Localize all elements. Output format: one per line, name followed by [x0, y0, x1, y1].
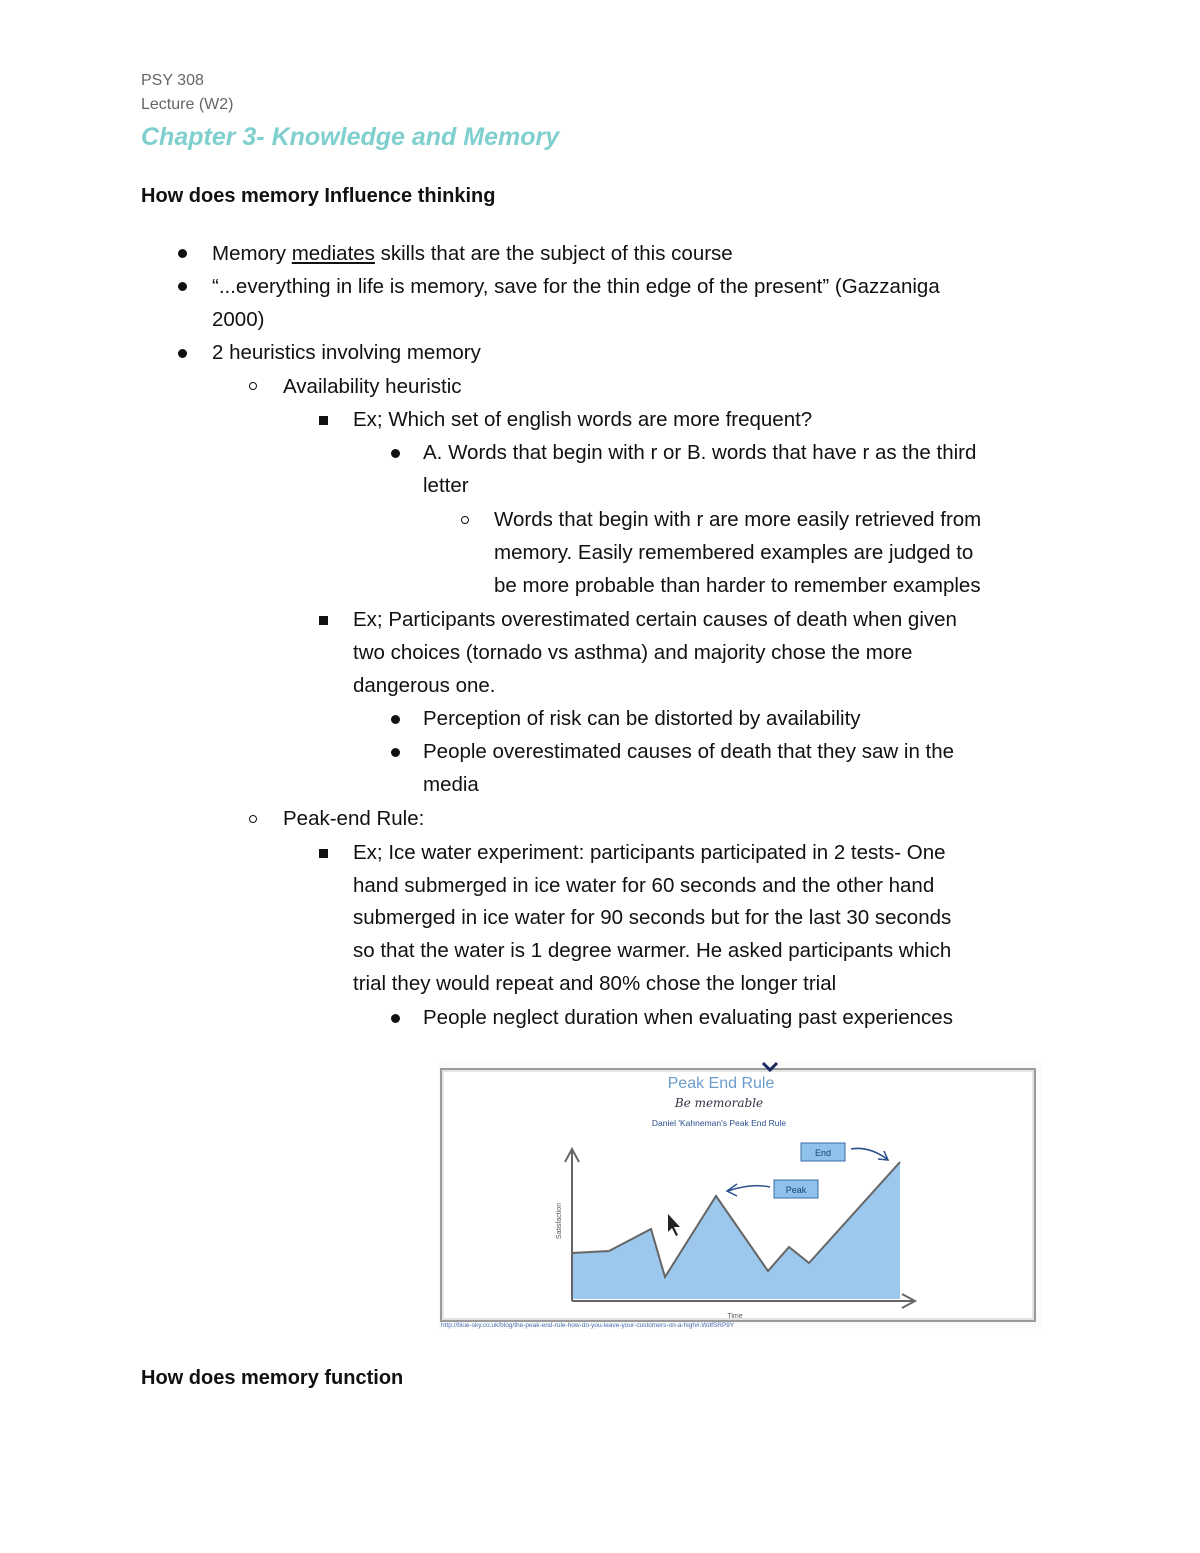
- bullet-square: [319, 416, 328, 425]
- figure-title: Peak End Rule: [667, 1075, 775, 1092]
- bullet-circle: [461, 516, 469, 524]
- list-item-continuation: submerged in ice water for 90 seconds but for the last 30 seconds: [353, 906, 952, 929]
- bullet-dot: [178, 282, 187, 291]
- list-item-continuation: 2000): [212, 308, 265, 331]
- list-item-continuation: so that the water is 1 degree warmer. He asked participants which: [353, 939, 952, 962]
- list-item: Ex; Which set of english words are more frequent?: [353, 408, 813, 431]
- list-item: People neglect duration when evaluating past experiences: [423, 1006, 953, 1029]
- y-axis-label: Satisfaction: [556, 1202, 563, 1240]
- bullet-dot: [391, 715, 400, 724]
- peak-end-rule-figure: [437, 1061, 1042, 1329]
- lecture-label: Lecture (W2): [141, 96, 234, 113]
- list-item-text: skills that are the subject of this course: [374, 242, 733, 265]
- chapter-title: Chapter 3- Knowledge and Memory: [141, 123, 560, 151]
- bullet-square: [319, 849, 328, 858]
- list-item: 2 heuristics involving memory: [212, 341, 481, 364]
- figure-caption: Daniel 'Kahneman's Peak End Rule: [651, 1118, 787, 1128]
- list-item: Perception of risk can be distorted by availability: [423, 707, 861, 730]
- end-label: End: [814, 1148, 832, 1158]
- list-item-continuation: two choices (tornado vs asthma) and majority chose the more: [353, 641, 913, 664]
- list-item-continuation: letter: [423, 474, 469, 497]
- bullet-circle: [249, 815, 257, 823]
- list-item-continuation: be more probable than harder to remember examples: [494, 574, 981, 597]
- list-item-continuation: memory. Easily remembered examples are judged to: [494, 541, 974, 564]
- bullet-square: [319, 616, 328, 625]
- bullet-dot: [391, 1014, 400, 1023]
- list-item-continuation: dangerous one.: [353, 674, 496, 697]
- list-item: “...everything in life is memory, save for the thin edge of the present” (Gazzaniga: [212, 275, 940, 298]
- list-item: Words that begin with r are more easily retrieved from: [494, 508, 982, 531]
- bullet-dot: [178, 249, 187, 258]
- list-item-continuation: trial they would repeat and 80% chose the longer trial: [353, 972, 837, 995]
- bullet-dot: [178, 349, 187, 358]
- figure-source-url: http://blue-sky.co.uk/blog/the-peak-end-rule-how-do-you-leave-your-customers-on-a-high#.WdfSRP9Y: [441, 1322, 735, 1329]
- list-item: Availability heuristic: [283, 375, 462, 398]
- list-item: A. Words that begin with r or B. words that have r as the third: [423, 441, 977, 464]
- list-item: Peak-end Rule:: [283, 807, 425, 830]
- list-item: Ex; Participants overestimated certain causes of death when given: [353, 608, 957, 631]
- underlined-term: mediates: [291, 242, 375, 265]
- peak-label: Peak: [785, 1185, 807, 1195]
- peak-end-rule-illustration: [437, 1061, 1042, 1329]
- course-code: PSY 308: [141, 72, 204, 89]
- list-item: Ex; Ice water experiment: participants participated in 2 tests- One: [353, 841, 946, 864]
- bullet-dot: [391, 449, 400, 458]
- list-item-continuation: hand submerged in ice water for 60 seconds and the other hand: [353, 874, 935, 897]
- list-item: People overestimated causes of death that they saw in the: [423, 740, 955, 763]
- list-item-text: Memory: [212, 242, 292, 265]
- x-axis-label: Time: [727, 1313, 743, 1320]
- section-heading-function: How does memory function: [141, 1367, 404, 1389]
- bullet-dot: [391, 748, 400, 757]
- list-item-continuation: media: [423, 773, 479, 796]
- list-item: [212, 237, 733, 270]
- figure-subtitle: Be memorable: [674, 1096, 764, 1110]
- bullet-circle: [249, 382, 257, 390]
- section-heading-influence: How does memory Influence thinking: [141, 185, 496, 207]
